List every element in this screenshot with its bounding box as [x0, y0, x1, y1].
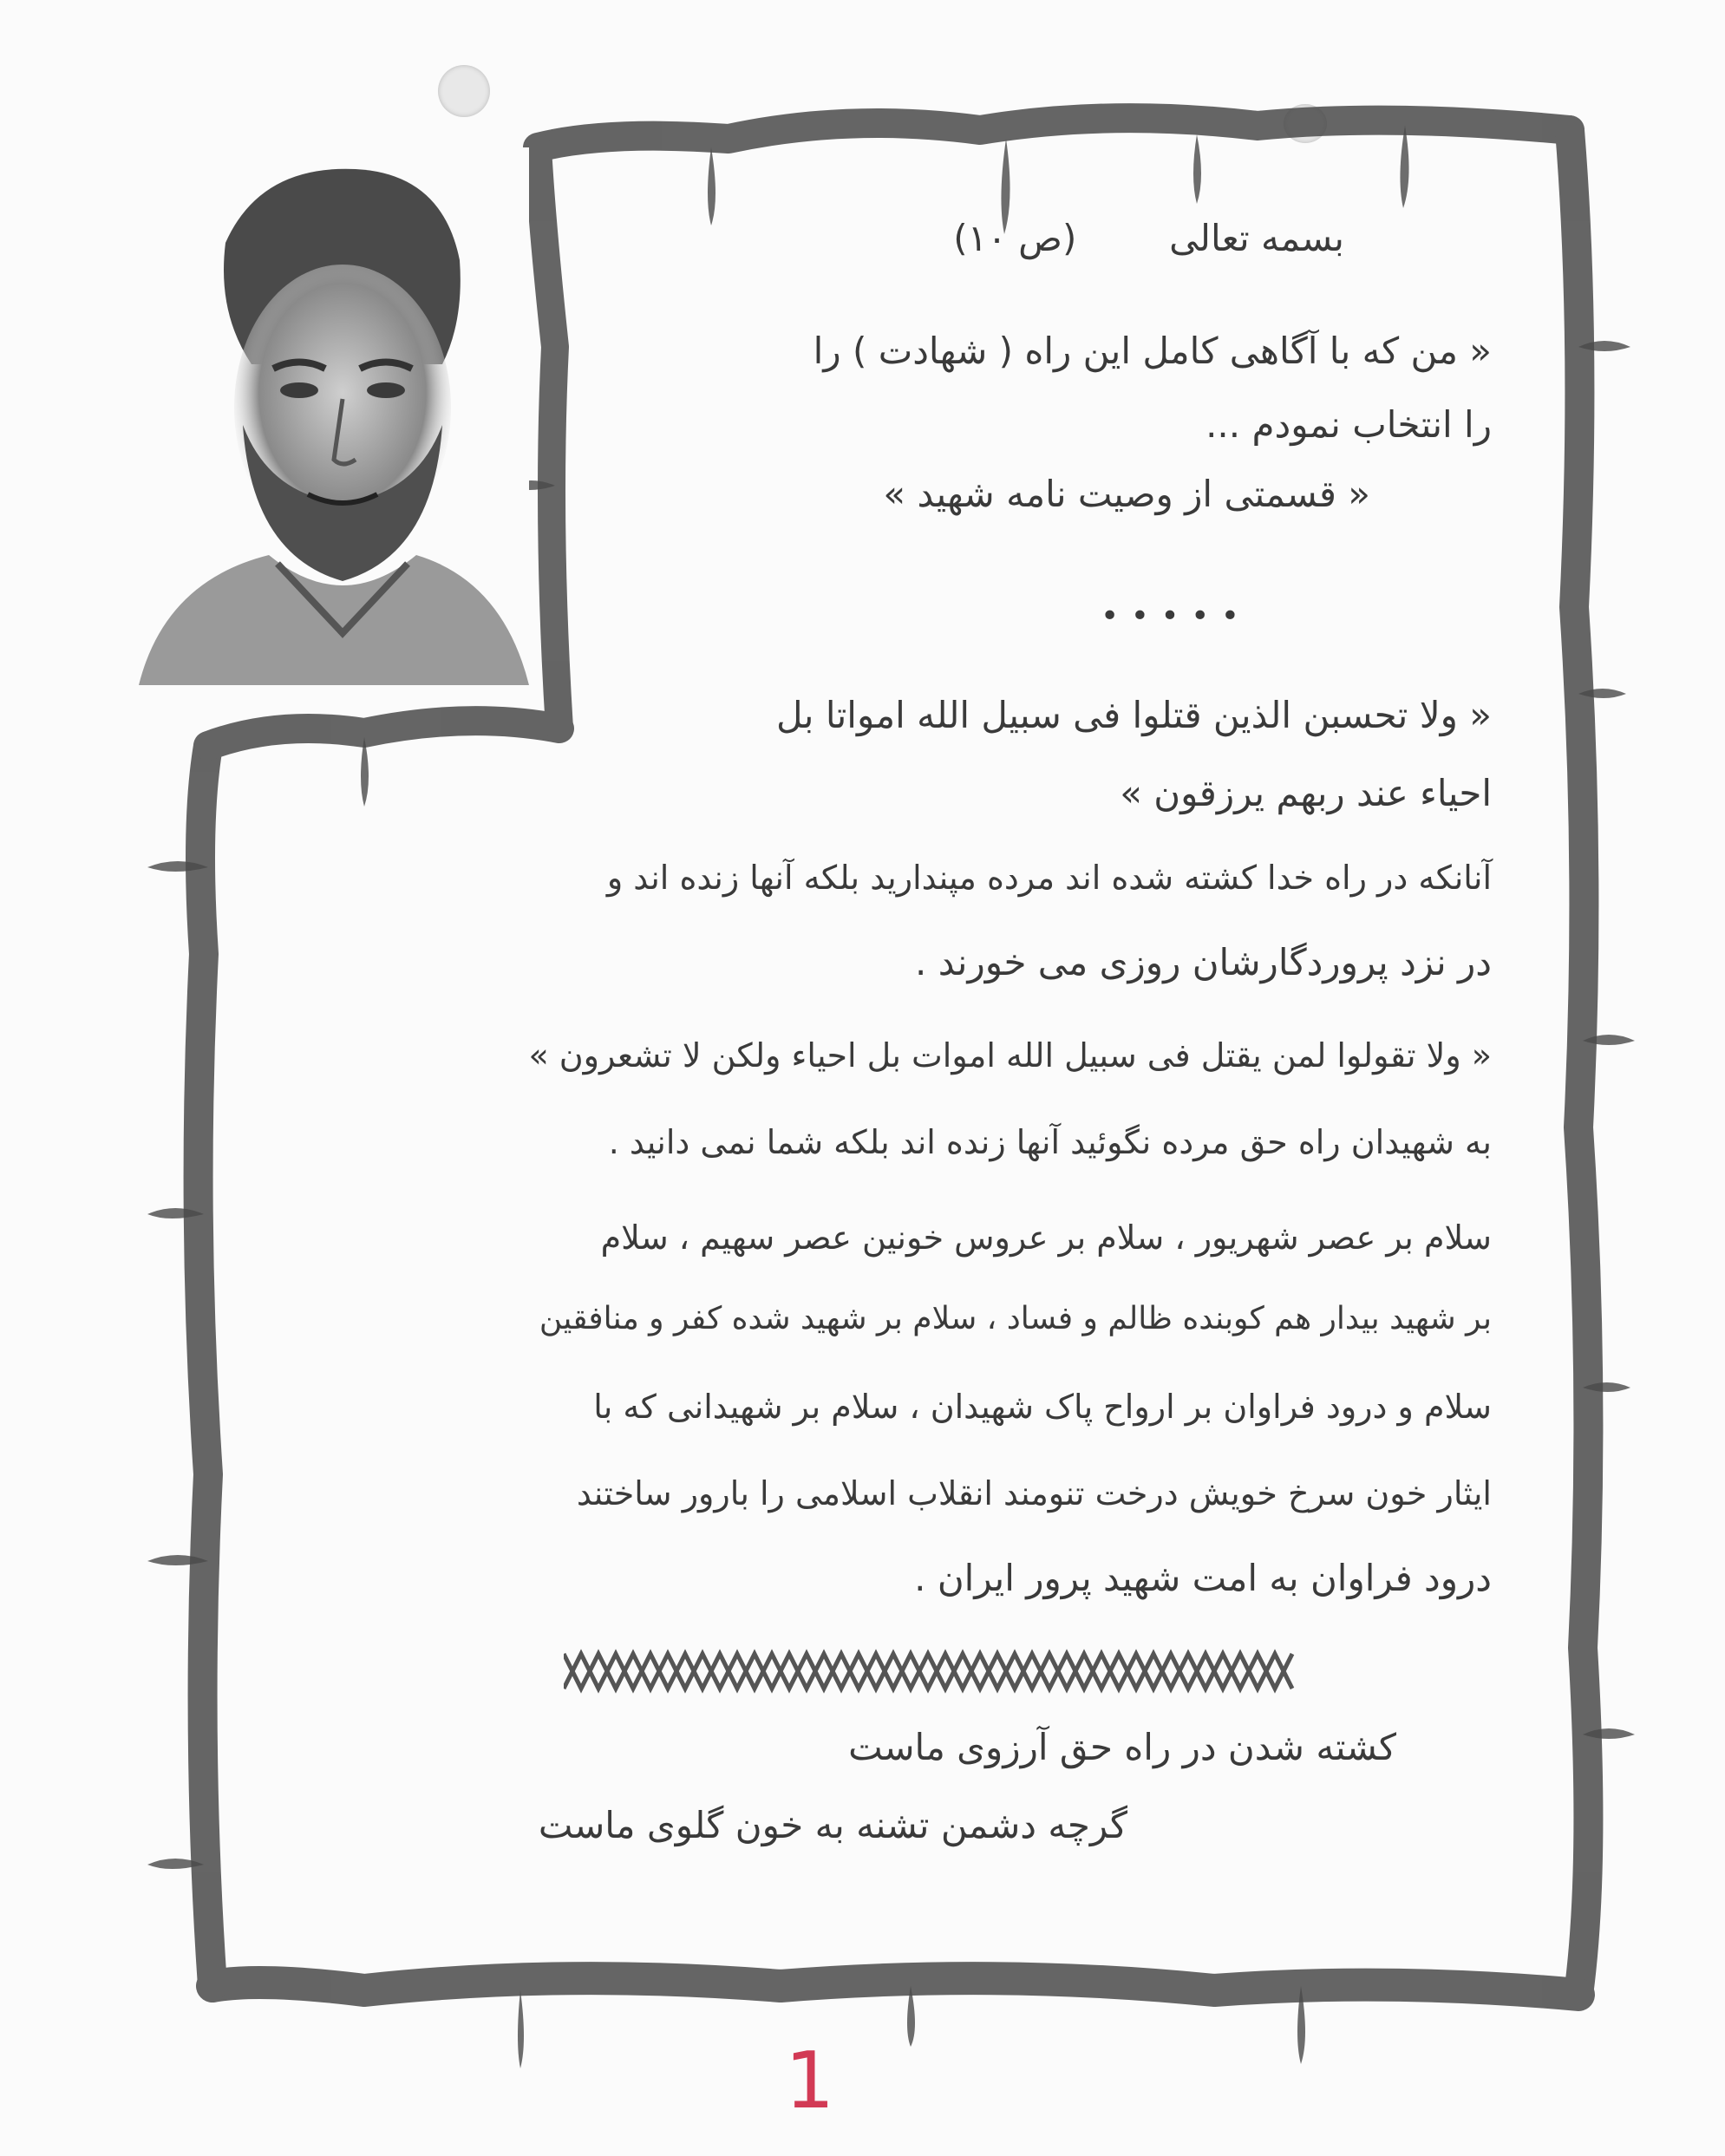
closing-poem-line2: گرچه دشمن تشنه به خون گلوی ماست	[538, 1804, 1127, 1846]
will-text	[252, 0, 1500, 2156]
verse1-arabic-line2: احیاء عند ربهم یرزقون »	[1120, 772, 1492, 814]
salutation-line2: بر شهید بیدار هم کوبنده ظالم و فساد ، سلام بر شهید شده کفر و منافقین	[539, 1301, 1492, 1336]
salutation-line5: درود فراوان به امت شهید پرور ایران .	[914, 1557, 1492, 1599]
page-reference: (ص ١٠)	[953, 217, 1077, 259]
intro-quote-line2: را انتخاب نمودم ...	[1206, 403, 1492, 446]
verse2-arabic-line: « ولا تقولوا لمن یقتل فی سبیل الله اموات بل احیاء ولکن لا تشعرون »	[528, 1036, 1492, 1075]
zigzag-divider	[564, 1641, 1301, 1702]
verse2-translation-line: به شهیدان راه حق مرده نگوئید آنها زنده اند بلکه شما نمی دانید .	[608, 1123, 1492, 1161]
intro-quote-line1: « من که با آگاهی کامل این راه ( شهادت ) را	[813, 330, 1492, 372]
verse1-translation-line2: در نزد پروردگارشان روزی می خورند .	[915, 941, 1492, 983]
invocation-header	[953, 217, 1344, 259]
salutation-line1: سلام بر عصر شهریور ، سلام بر عروس خونین عصر سهیم ، سلام	[600, 1218, 1492, 1257]
closing-poem-line1: کشته شدن در راه حق آرزوی ماست	[848, 1726, 1396, 1768]
separator: • • • • •	[1101, 598, 1240, 634]
salutation-line3: سلام و درود فراوان بر ارواح پاک شهیدان ، سلام بر شهیدانی که با	[593, 1388, 1492, 1426]
verse1-arabic-line1: « ولا تحسبن الذین قتلوا فی سبیل الله امواتا بل	[775, 694, 1492, 736]
verse1-translation-line1: آنانکه در راه خدا کشته شده اند مرده مپندارید بلکه آنها زنده اند و	[606, 859, 1492, 897]
salutation-line4: ایثار خون سرخ خویش درخت تنومند انقلاب اسلامی را بارور ساختند	[576, 1474, 1492, 1512]
intro-source: « قسمتی از وصیت نامه شهید »	[883, 473, 1370, 515]
invocation: بسمه تعالی	[1169, 217, 1344, 259]
page-number: 1	[785, 2035, 835, 2127]
